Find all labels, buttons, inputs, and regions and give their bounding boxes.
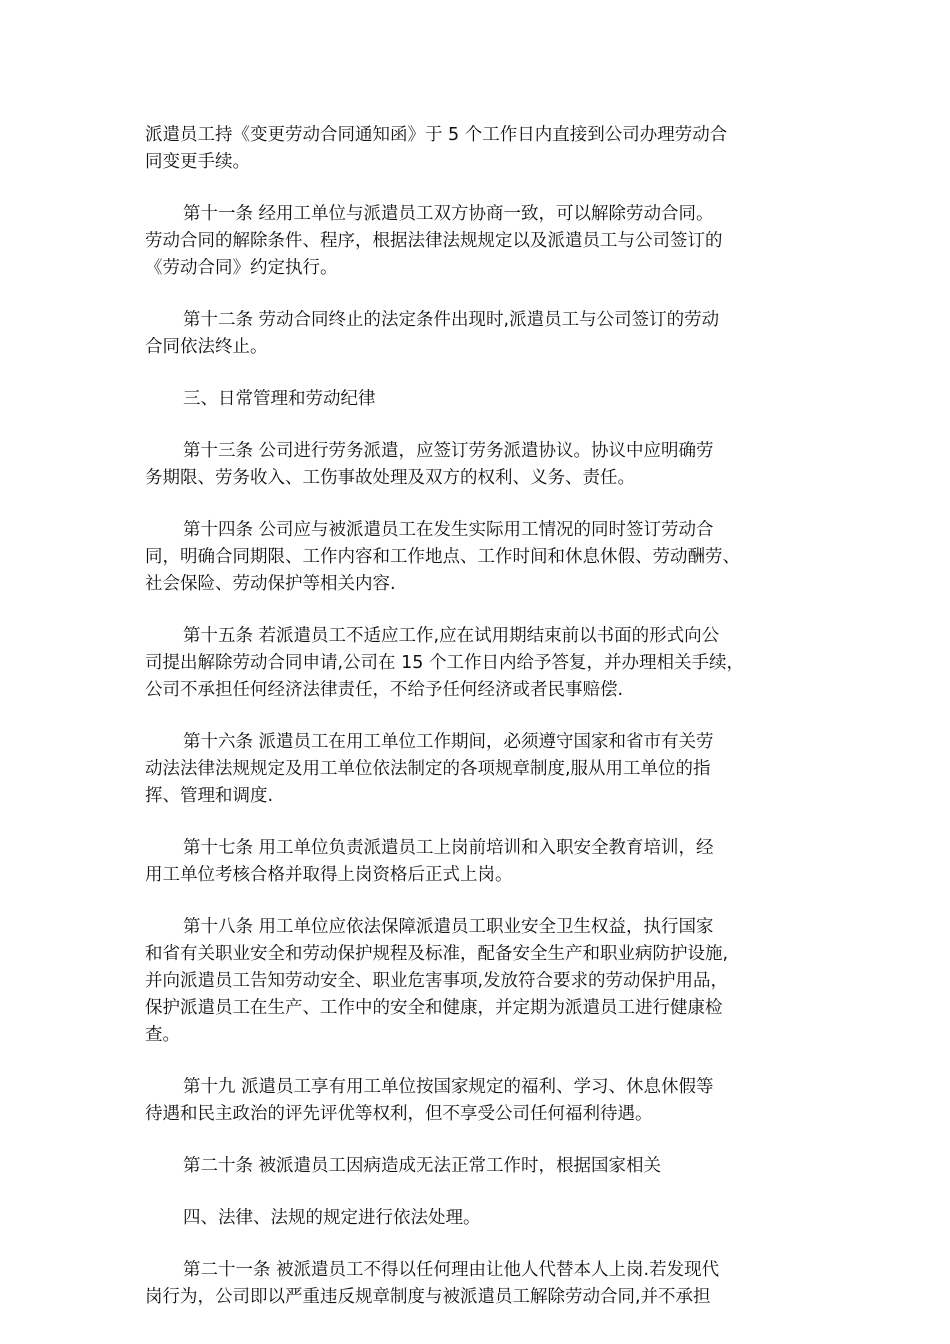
paragraph (145, 623, 813, 704)
text-line: 司提出解除劳动合同申请,公司在 15 个工作日内给予答复，并办理相关手续， (145, 653, 744, 673)
text-line: 劳动合同的解除条件、程序，根据法律法规规定以及派遣员工与公司签订的 (145, 231, 723, 251)
section-heading (145, 1205, 813, 1232)
text-line: 第十二条 劳动合同终止的法定条件出现时,派遣员工与公司签订的劳动 (183, 310, 720, 330)
text-line: 用工单位考核合格并取得上岗资格后正式上岗。 (145, 865, 513, 885)
text-line: 合同依法终止。 (145, 337, 268, 357)
paragraph (145, 438, 813, 492)
paragraph (145, 307, 813, 361)
text-line: 第十八条 用工单位应依法保障派遣员工职业安全卫生权益，执行国家 (183, 917, 714, 937)
paragraph (145, 729, 813, 810)
paragraph (145, 517, 813, 598)
text-line: 第十七条 用工单位负责派遣员工上岗前培训和入职安全教育培训，经 (183, 838, 714, 858)
text-line: 岗行为，公司即以严重违反规章制度与被派遣员工解除劳动合同,并不承担 (145, 1287, 711, 1307)
text-line: 务期限、劳务收入、工伤事故处理及双方的权利、义务、责任。 (145, 468, 635, 488)
text-line: 四、法律、法规的规定进行依法处理。 (183, 1208, 481, 1228)
paragraph (145, 1074, 813, 1128)
paragraph (145, 201, 813, 282)
text-line: 待遇和民主政治的评先评优等权利，但不享受公司任何福利待遇。 (145, 1104, 653, 1124)
text-line: 派遣员工持《变更劳动合同通知函》于 5 个工作日内直接到公司办理劳动合 (145, 125, 728, 145)
paragraph (145, 914, 813, 1049)
text-line: 第十六条 派遣员工在用工单位工作期间，必须遵守国家和省市有关劳 (183, 732, 714, 752)
section-heading (145, 386, 813, 413)
text-line: 公司不承担任何经济法律责任，不给予任何经济或者民事赔偿. (145, 680, 624, 700)
text-line: 同变更手续。 (145, 152, 250, 172)
text-line: 第十一条 经用工单位与派遣员工双方协商一致，可以解除劳动合同。 (183, 204, 714, 224)
document-body (145, 122, 813, 1336)
text-line: 同，明确合同期限、工作内容和工作地点、工作时间和休息休假、劳动酬劳、 (145, 547, 740, 567)
paragraph (145, 1153, 813, 1180)
text-line: 第十四条 公司应与被派遣员工在发生实际用工情况的同时签订劳动合 (183, 520, 714, 540)
text-line: 和省有关职业安全和劳动保护规程及标准，配备安全生产和职业病防护设施, (145, 944, 729, 964)
text-line: 第二十一条 被派遣员工不得以任何理由让他人代替本人上岗.若发现代 (183, 1260, 720, 1280)
text-line: 并向派遣员工告知劳动安全、职业危害事项,发放符合要求的劳动保护用品， (145, 971, 729, 991)
text-line: 保护派遣员工在生产、工作中的安全和健康，并定期为派遣员工进行健康检 (145, 998, 723, 1018)
text-line: 挥、管理和调度. (145, 786, 274, 806)
paragraph (145, 122, 813, 176)
text-line: 第十五条 若派遣员工不适应工作,应在试用期结束前以书面的形式向公 (183, 626, 720, 646)
paragraph (145, 1257, 813, 1311)
text-line: 动法法律法规规定及用工单位依法制定的各项规章制度,服从用工单位的指 (145, 759, 711, 779)
text-line: 第二十条 被派遣员工因病造成无法正常工作时，根据国家相关 (183, 1156, 662, 1176)
paragraph (145, 835, 813, 889)
text-line: 查。 (145, 1025, 180, 1045)
text-line: 《劳动合同》约定执行。 (145, 258, 338, 278)
text-line: 第十三条 公司进行劳务派遣，应签订劳务派遣协议。协议中应明确劳 (183, 441, 714, 461)
text-line: 第十九 派遣员工享有用工单位按国家规定的福利、学习、休息休假等 (183, 1077, 714, 1097)
text-line: 社会保险、劳动保护等相关内容. (145, 574, 396, 594)
text-line: 三、日常管理和劳动纪律 (183, 389, 376, 409)
